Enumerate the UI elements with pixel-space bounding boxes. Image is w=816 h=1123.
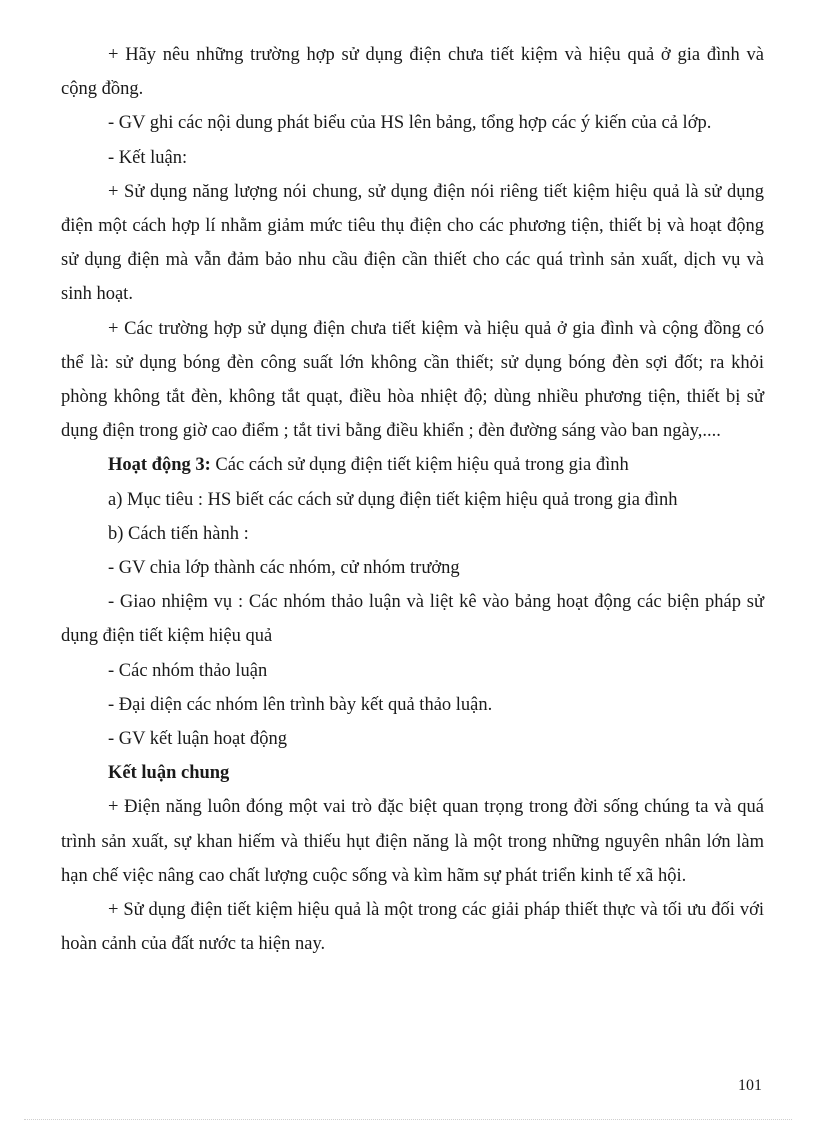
general-conclusion-heading [61, 756, 764, 790]
paragraph-teacher-conclusion: - GV kết luận hoạt động [108, 729, 287, 750]
paragraph-groups-discuss: - Các nhóm thảo luận [108, 660, 268, 681]
paragraph-present-results: - Đại diện các nhóm lên trình bày kết quả thảo luận. [108, 694, 493, 715]
paragraph-objective: a) Mục tiêu : HS biết các cách sử dụng điện tiết kiệm hiệu quả trong gia đình [108, 489, 678, 510]
paragraph-electricity-role: + Điện năng luôn đóng một vai trò đặc biệt quan trọng trong đời sống chúng ta và quá trình sản xuất, sự khan hiếm và thiếu hụt điện năng là một trong những nguyên nhân lớn làm hạn chế việc nâng cao chất lượng cuộc sống và kìm hãm sự phát triển kinh tế xã hội. [61, 797, 764, 886]
footer-divider [24, 1119, 792, 1120]
paragraph-assign-task: - Giao nhiệm vụ : Các nhóm thảo luận và liệt kê vào bảng hoạt động các biện pháp sử dụng điện tiết kiệm hiệu quả [61, 592, 764, 647]
paragraph-question-cases: + Hãy nêu những trường hợp sử dụng điện chưa tiết kiệm và hiệu quả ở gia đình và cộng đồng. [61, 45, 764, 100]
page-number: 101 [738, 1077, 762, 1094]
paragraph-saving-solution: + Sử dụng điện tiết kiệm hiệu quả là một trong các giải pháp thiết thực và tối ưu đối với hoàn cảnh của đất nước ta hiện nay. [61, 900, 764, 955]
document-body [61, 38, 764, 961]
paragraph-saving-definition: + Sử dụng năng lượng nói chung, sử dụng điện nói riêng tiết kiệm hiệu quả là sử dụng điện một cách hợp lí nhằm giảm mức tiêu thụ điện cho các phương tiện, thiết bị và hoạt động sử dụng điện mà vẫn đảm bảo nhu cầu điện cần thiết cho các quá trình sản xuất, dịch vụ và sinh hoạt. [61, 181, 764, 305]
activity-3-heading: Hoạt động 3: Các cách sử dụng điện tiết kiệm hiệu quả trong gia đình [108, 455, 629, 476]
general-conclusion-label: Kết luận chung [108, 763, 230, 784]
paragraph-conclusion-label: - Kết luận: [108, 147, 188, 168]
activity-3-label: Hoạt động 3: [108, 455, 211, 476]
paragraph-procedure-label: b) Cách tiến hành : [108, 523, 249, 544]
paragraph-teacher-notes: - GV ghi các nội dung phát biểu của HS lên bảng, tổng hợp các ý kiến của cả lớp. [108, 113, 712, 134]
paragraph-divide-groups: - GV chia lớp thành các nhóm, cử nhóm trưởng [108, 558, 460, 579]
paragraph-wasteful-cases: + Các trường hợp sử dụng điện chưa tiết kiệm và hiệu quả ở gia đình và cộng đồng có thể là: sử dụng bóng đèn công suất lớn không cần thiết; sử dụng bóng đèn sợi đốt; ra khỏi phòng không tắt đèn, không tắt quạt, điều hòa nhiệt độ; dùng nhiều phương tiện, thiết bị sử dụng điện trong giờ cao điểm ; tắt tivi bằng điều khiển ; đèn đường sáng vào ban ngày,.... [61, 318, 764, 442]
